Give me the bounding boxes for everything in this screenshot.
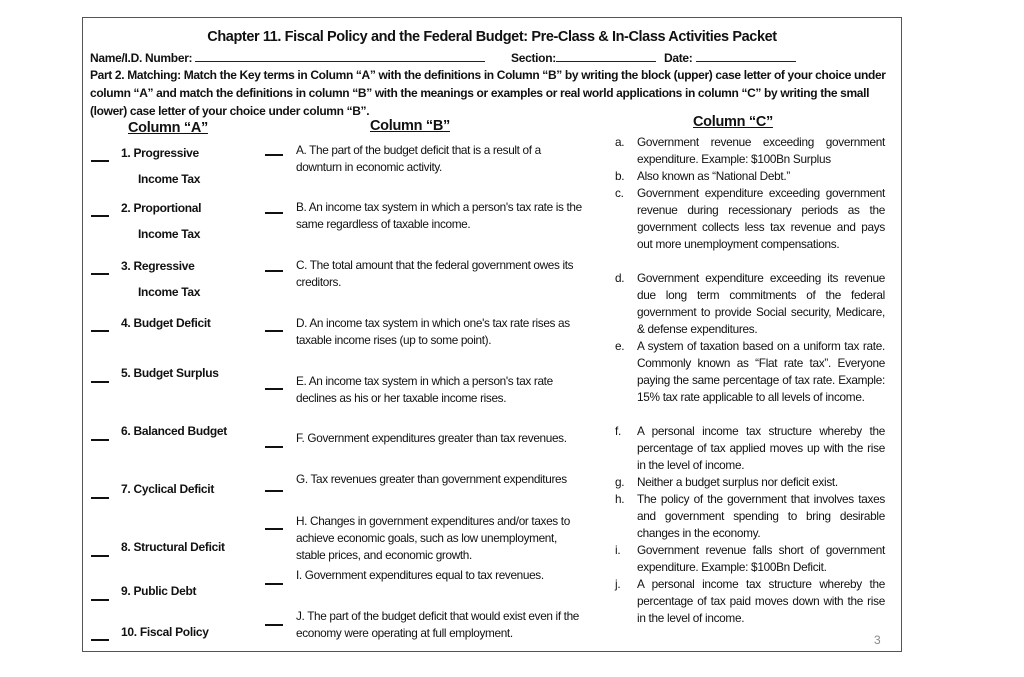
column-c-item xyxy=(615,338,885,406)
item-text: Government expenditure exceeding its revenue due long term commitments of the federal government to provide Social security, Medicare, & defense expenditures. xyxy=(637,271,885,336)
column-b-definition: E. An income tax system in which a person's tax rate declines as his or her taxable income rises. xyxy=(296,374,553,405)
item-letter: d. xyxy=(615,271,625,285)
answer-blank[interactable] xyxy=(91,273,109,275)
date-label: Date: xyxy=(664,51,693,65)
column-b-definition: C. The total amount that the federal government owes its creditors. xyxy=(296,258,574,289)
term-label: Progressive xyxy=(133,146,199,160)
column-c-item xyxy=(615,185,885,253)
term-label: Budget Deficit xyxy=(133,316,211,330)
item-text: Government expenditure exceeding government revenue during recessionary periods as the government collects less tax revenue and pays out more unemployment compensations. xyxy=(637,186,885,251)
column-b-definition: I. Government expenditures equal to tax revenues. xyxy=(296,568,544,582)
item-text: Government revenue falls short of government expenditure. Example: $100Bn Deficit. xyxy=(637,543,885,574)
item-text: The policy of the government that involves taxes and government spending to bring desirable changes in the economy. xyxy=(637,492,885,540)
section-field[interactable] xyxy=(511,50,656,65)
term-number: 8. xyxy=(121,540,131,554)
answer-blank[interactable] xyxy=(265,330,283,332)
item-letter: b. xyxy=(615,169,625,183)
term-number: 7. xyxy=(121,482,131,496)
answer-blank[interactable] xyxy=(265,583,283,585)
term-label: Balanced Budget xyxy=(133,424,227,438)
column-b-definition: F. Government expenditures greater than tax revenues. xyxy=(296,431,567,445)
answer-blank[interactable] xyxy=(91,215,109,217)
column-c-item xyxy=(615,168,885,185)
column-a-term xyxy=(121,534,225,560)
item-text: A system of taxation based on a uniform tax rate. Commonly known as “Flat rate tax”. Everyone paying the same percentage of tax rate. Example: 15% tax rate applicable to all levels of income. xyxy=(637,339,885,404)
item-letter: i. xyxy=(615,543,621,557)
column-c-item xyxy=(615,576,885,627)
column-c-item xyxy=(615,491,885,542)
answer-blank[interactable] xyxy=(91,160,109,162)
answer-blank[interactable] xyxy=(91,555,109,557)
answer-blank[interactable] xyxy=(265,490,283,492)
column-c-item xyxy=(615,423,885,474)
item-letter: c. xyxy=(615,186,624,200)
column-c-item xyxy=(615,134,885,168)
answer-blank[interactable] xyxy=(265,388,283,390)
page-title: Chapter 11. Fiscal Policy and the Federal Budget: Pre-Class & In-Class Activities Packet xyxy=(207,29,777,45)
term-number: 1. xyxy=(121,146,131,160)
answer-blank[interactable] xyxy=(265,154,283,156)
column-b-definition: B. An income tax system in which a person's tax rate is the same regardless of taxable income. xyxy=(296,200,582,231)
answer-blank[interactable] xyxy=(265,212,283,214)
column-a-term xyxy=(121,360,219,386)
answer-blank[interactable] xyxy=(91,439,109,441)
column-a-heading: Column “A” xyxy=(128,120,208,136)
term-label: Structural Deficit xyxy=(133,540,225,554)
answer-blank[interactable] xyxy=(91,330,109,332)
column-c-item xyxy=(615,270,885,338)
item-letter: e. xyxy=(615,339,625,353)
term-number: 4. xyxy=(121,316,131,330)
term-number: 5. xyxy=(121,366,131,380)
item-letter: f. xyxy=(615,424,621,438)
answer-blank[interactable] xyxy=(91,497,109,499)
answer-blank[interactable] xyxy=(91,639,109,641)
term-number: 6. xyxy=(121,424,131,438)
answer-blank[interactable] xyxy=(91,599,109,601)
page-number: 3 xyxy=(874,633,881,647)
column-a-term xyxy=(121,619,209,645)
column-a-term xyxy=(121,418,227,444)
column-a-term xyxy=(121,310,211,336)
term-label: Budget Surplus xyxy=(133,366,219,380)
term-number: 10. xyxy=(121,625,137,639)
name-field[interactable] xyxy=(90,50,485,65)
item-text: Neither a budget surplus nor deficit exist. xyxy=(637,475,838,489)
term-label-line2: Income Tax xyxy=(138,172,201,186)
name-label: Name/I.D. Number: xyxy=(90,51,193,65)
answer-blank[interactable] xyxy=(91,381,109,383)
term-number: 3. xyxy=(121,259,131,273)
item-letter: h. xyxy=(615,492,625,506)
date-field[interactable] xyxy=(664,50,796,65)
answer-blank[interactable] xyxy=(265,528,283,530)
item-text: Also known as “National Debt.” xyxy=(637,169,790,183)
answer-blank[interactable] xyxy=(265,270,283,272)
item-text: A personal income tax structure whereby the percentage of tax applied moves up with the rise in the level of income. xyxy=(637,424,885,472)
term-label: Proportional xyxy=(133,201,202,215)
item-text: A personal income tax structure whereby the percentage of tax paid moves down with the rise in the level of income. xyxy=(637,577,885,625)
column-b-definition: A. The part of the budget deficit that is a result of a downturn in economic activity. xyxy=(296,143,541,174)
column-b-definition: H. Changes in government expenditures and/or taxes to achieve economic goals, such as low unemployment, stable prices, and economic growth. xyxy=(296,514,570,562)
column-c-item xyxy=(615,474,885,491)
item-letter: g. xyxy=(615,475,625,489)
term-number: 2. xyxy=(121,201,131,215)
column-c-item xyxy=(615,542,885,576)
column-b-definition: G. Tax revenues greater than government expenditures xyxy=(296,472,567,486)
term-label: Public Debt xyxy=(133,584,197,598)
answer-blank[interactable] xyxy=(265,624,283,626)
item-letter: a. xyxy=(615,135,625,149)
column-b-definition: J. The part of the budget deficit that would exist even if the economy were operating at full employment. xyxy=(296,609,580,640)
term-label-line2: Income Tax xyxy=(138,227,201,241)
item-text: Government revenue exceeding government expenditure. Example: $100Bn Surplus xyxy=(637,135,885,166)
term-number: 9. xyxy=(121,584,131,598)
instructions: Part 2. Matching: Match the Key terms in Column “A” with the definitions in Column “B” by writing the block (upper) case letter of your choice under column “A” and match the definitions in column “B” with the meanings or examples or real world applications in column “C” by writing the small (lower) case letter of your choice under column “B”. xyxy=(90,68,886,118)
term-label: Cyclical Deficit xyxy=(133,482,215,496)
column-a-term xyxy=(121,253,200,305)
column-a-term xyxy=(121,476,214,502)
section-label: Section: xyxy=(511,51,556,65)
column-a-term xyxy=(121,578,196,604)
column-c-heading: Column “C” xyxy=(693,114,773,130)
term-label: Regressive xyxy=(133,259,195,273)
item-letter: j. xyxy=(615,577,621,591)
term-label-line2: Income Tax xyxy=(138,285,201,299)
answer-blank[interactable] xyxy=(265,446,283,448)
column-b-definition: D. An income tax system in which one's tax rate rises as taxable income rises (up to some point). xyxy=(296,316,570,347)
column-a-term xyxy=(121,195,201,247)
term-label: Fiscal Policy xyxy=(139,625,209,639)
column-a-term xyxy=(121,140,200,192)
column-b-heading: Column “B” xyxy=(370,118,450,134)
